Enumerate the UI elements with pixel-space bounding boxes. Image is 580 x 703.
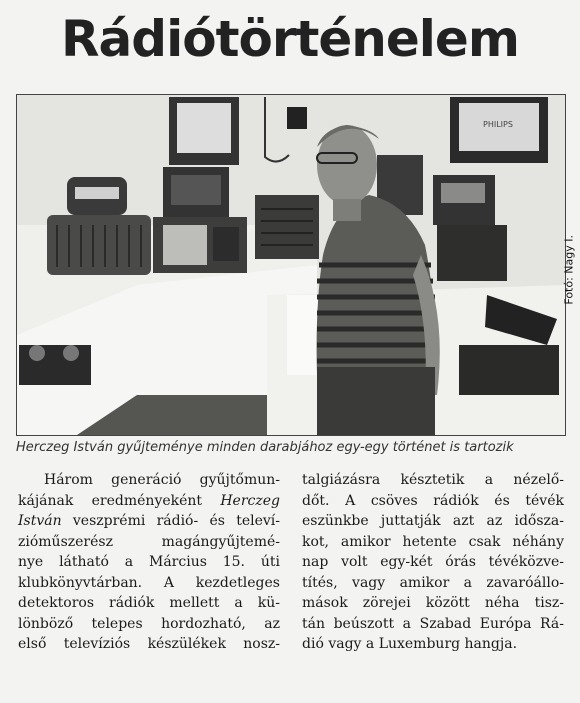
article-photo	[16, 94, 576, 436]
radio-large	[47, 215, 151, 275]
article-line: eszünkbe juttatják azt az idősza-	[302, 513, 564, 529]
photo-illustration	[17, 95, 565, 435]
photo-caption: Herczeg István gyűjteménye minden darabjához egy-egy történet is tartozik	[16, 440, 514, 455]
article-line: dió vagy a Luxemburg hangja.	[302, 636, 518, 652]
article-line: mások zörejei között néha tisz-	[302, 595, 564, 611]
photo-credit: Fotó: Nagy I.	[563, 235, 576, 305]
radio-brand-label: PHILIPS	[483, 120, 513, 129]
article-line: zióműszerész magángyűjtemé-	[18, 533, 280, 550]
article-line: kot, amikor hetente csak néhány	[302, 533, 564, 550]
article-line: kájának eredményeként Herczeg	[18, 492, 280, 509]
article-line: nap volt egy-két órás tévéközve-	[302, 554, 564, 570]
article-line: klubkönyvtárban. A kezdetleges	[18, 574, 280, 591]
article-line: tán beúszott a Szabad Európa Rá-	[302, 615, 564, 632]
article-line: István veszprémi rádió- és televí-	[18, 513, 280, 529]
article-line: detektoros rádiók mellett a kü-	[18, 595, 280, 611]
article-line: lönböző telepes hordozható, az	[18, 615, 280, 632]
article-line: talgiázásra késztetik a nézelő-	[302, 472, 564, 488]
article-column-left	[18, 470, 280, 655]
radio-cabinet	[255, 195, 319, 259]
article-line: títés, vagy amikor a zavaróállo-	[302, 574, 564, 591]
article-line: nye látható a Március 15. úti	[18, 554, 280, 570]
article-line: Három generáció gyűjtőmun-	[44, 472, 280, 488]
article-line: első televíziós készülékek nosz-	[18, 636, 280, 652]
article-column-right	[302, 470, 564, 655]
article-line: dőt. A csöves rádiók és tévék	[302, 492, 564, 509]
headline: Rádiótörténelem	[61, 10, 519, 68]
